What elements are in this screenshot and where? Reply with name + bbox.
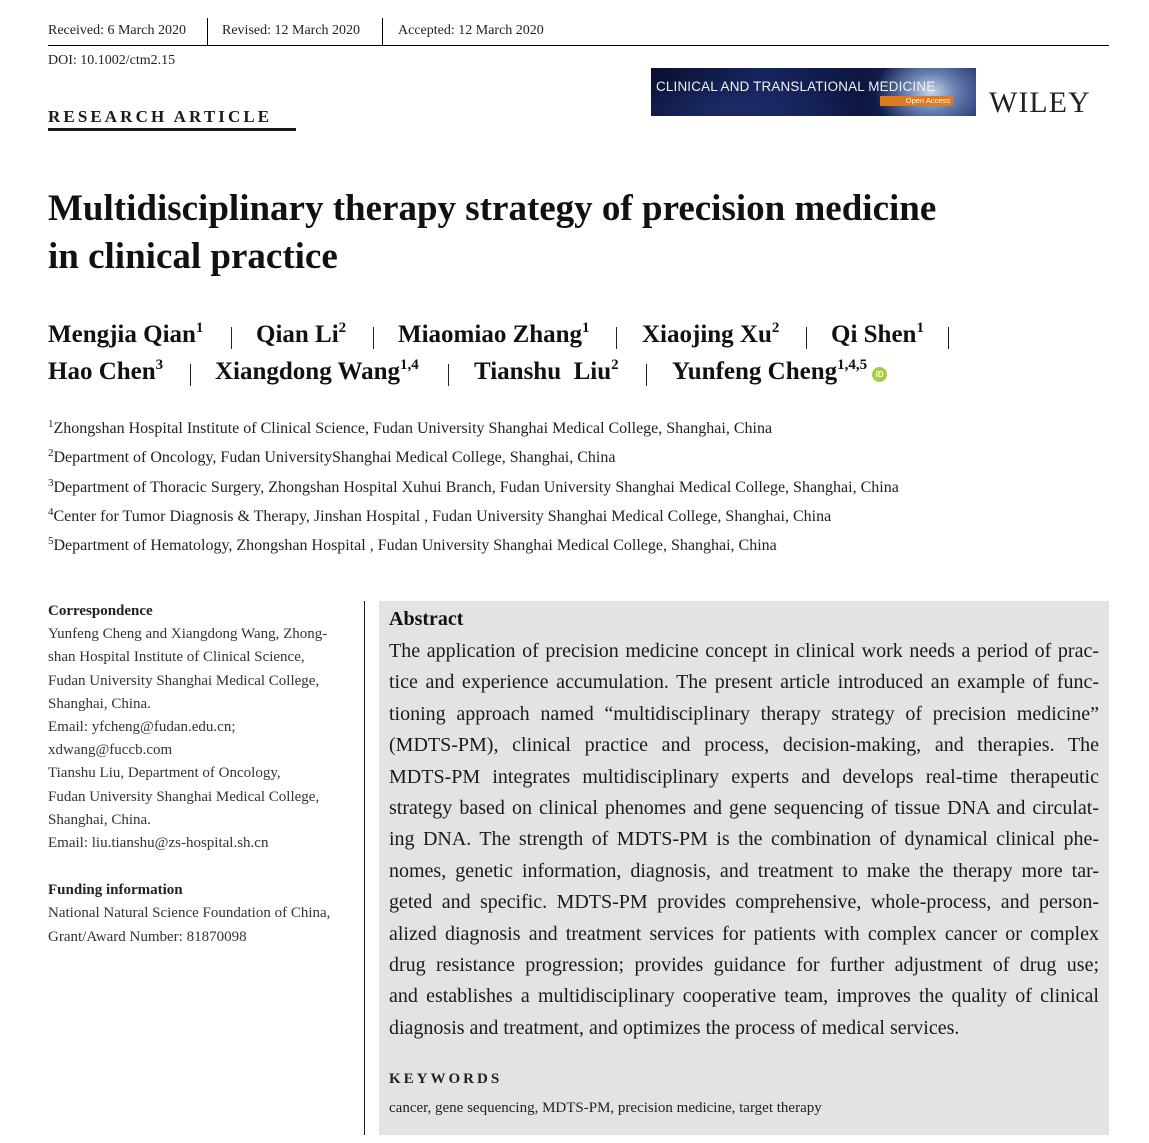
article-title [48, 185, 1048, 281]
correspondence-line: Yunfeng Cheng and Xiangdong Wang, Zhong- [48, 626, 328, 643]
article-type: RESEARCH ARTICLE [48, 107, 273, 126]
divider [207, 18, 208, 45]
correspondence-line: Fudan University Shanghai Medical College, [48, 672, 320, 689]
correspondence-line: Shanghai, China. [48, 811, 151, 828]
keywords-list: cancer, gene sequencing, MDTS-PM, precision medicine, target therapy [389, 1100, 822, 1116]
abstract-line: (MDTS-PM), clinical practice and process, decision-making, and therapies. The [389, 734, 1099, 757]
author[interactable]: Xiaojing Xu$^2$ [642, 320, 780, 348]
funding-heading: Funding information [48, 882, 183, 899]
author[interactable]: Mengjia Qian$^1$ [48, 320, 204, 348]
funding-line: Grant/Award Number: 81870098 [48, 928, 247, 945]
correspondence-line: Tianshu Liu, Department of Oncology, [48, 765, 281, 782]
author[interactable]: Qian Li$^2$ [256, 320, 347, 348]
affiliation: $^2$Department of Oncology, Fudan UniversityShanghai Medical College, Shanghai, China [48, 447, 616, 466]
title-line-1: Multidisciplinary therapy strategy of precision medicine [48, 188, 937, 229]
affiliation: $^3$Department of Thoracic Surgery, Zhongshan Hospital Xuhui Branch, Fudan University Shanghai Medical College, Shanghai, China [48, 477, 899, 496]
abstract-heading: Abstract [389, 608, 464, 630]
column-divider [364, 601, 365, 1135]
accepted-date: Accepted: 12 March 2020 [398, 23, 544, 38]
doi[interactable]: DOI: 10.1002/ctm2.15 [48, 53, 176, 68]
affiliation: $^4$Center for Tumor Diagnosis & Therapy, Jinshan Hospital , Fudan University Shanghai Medical College, Shanghai, China [48, 506, 832, 525]
author-divider [231, 327, 232, 349]
abstract-line: strategy based on clinical phenomes and gene sequencing of tissue DNA and circulat- [389, 797, 1099, 820]
correspondence-email[interactable]: xdwang@fuccb.com [48, 742, 173, 759]
author-divider [448, 364, 449, 386]
author[interactable]: Xiangdong Wang$^{1,4}$ [215, 357, 419, 385]
author-divider [616, 327, 617, 349]
open-access-badge: Open Access [880, 96, 953, 106]
author-divider [190, 364, 191, 386]
abstract-line: The application of precision medicine concept in clinical work needs a period of prac- [389, 640, 1099, 662]
keywords-heading: KEYWORDS [389, 1071, 503, 1087]
divider [382, 18, 383, 45]
correspondence-line: Shanghai, China. [48, 695, 151, 712]
correspondence-heading: Correspondence [48, 603, 153, 619]
abstract-line: tice and experience accumulation. The present article introduced an example of func- [389, 671, 1099, 694]
correspondence-email[interactable]: Email: yfcheng@fudan.edu.cn; [48, 719, 236, 736]
article-type-underline [48, 128, 296, 131]
spacer [48, 855, 366, 879]
orcid-icon[interactable]: iD [872, 367, 887, 382]
correspondence-email[interactable]: Email: liu.tianshu@zs-hospital.sh.cn [48, 835, 269, 852]
abstract-line: geted and specific. MDTS-PM provides comprehensive, whole-process, and person- [389, 891, 1099, 914]
author-divider [948, 327, 949, 349]
sidebar-info [48, 600, 366, 949]
author[interactable]: Hao Chen$^3$ [48, 357, 164, 385]
funding-line: National Natural Science Foundation of China, [48, 905, 331, 922]
author[interactable]: Tianshu Liu$^2$ [474, 357, 619, 385]
affiliation: $^5$Department of Hematology, Zhongshan Hospital , Fudan University Shanghai Medical College, Shanghai, China [48, 535, 777, 554]
publisher-logo[interactable]: WILEY [989, 86, 1091, 119]
affiliation: $^1$Zhongshan Hospital Institute of Clinical Science, Fudan University Shanghai Medical College, Shanghai, China [48, 418, 773, 437]
correspondence-line: Fudan University Shanghai Medical College, [48, 788, 320, 805]
received-date: Received: 6 March 2020 [48, 23, 187, 38]
journal-name: CLINICAL AND TRANSLATIONAL MEDICINE [656, 79, 936, 94]
author[interactable]: Miaomiao Zhang$^1$ [398, 320, 590, 348]
correspondence-line: shan Hospital Institute of Clinical Science, [48, 649, 305, 666]
revised-date: Revised: 12 March 2020 [222, 23, 361, 38]
abstract-line: and establishes a multidisciplinary cooperative team, improves the quality of clinical [389, 985, 1099, 1008]
abstract-body [389, 636, 1099, 1044]
author-divider [806, 327, 807, 349]
author-divider [646, 364, 647, 386]
abstract-line: diagnosis and treatment, and optimizes the process of medical services. [389, 1016, 960, 1039]
title-line-2: in clinical practice [48, 236, 338, 277]
abstract-line: ing DNA. The strength of MDTS-PM is the combination of dynamical clinical phe- [389, 828, 1099, 851]
abstract-line: nomes, genetic information, diagnosis, and treatment to make the therapy more tar- [389, 859, 1099, 882]
abstract-line: drug resistance progression; provides guidance for further adjustment of drug use; [389, 954, 1099, 977]
abstract-line: alized diagnosis and treatment services for patients with complex cancer or complex [389, 922, 1099, 945]
abstract-line: tioning approach named “multidisciplinary therapy strategy of precision medicine” [389, 702, 1099, 725]
abstract-line: MDTS-PM integrates multidisciplinary experts and develops real-time therapeutic [389, 765, 1099, 788]
author-divider [373, 327, 374, 349]
dates-bar [48, 18, 1109, 46]
author[interactable]: Qi Shen$^1$ [831, 320, 924, 348]
author[interactable]: Yunfeng Cheng$^{1,4,5}$iD [672, 358, 887, 386]
journal-banner[interactable] [651, 68, 976, 116]
